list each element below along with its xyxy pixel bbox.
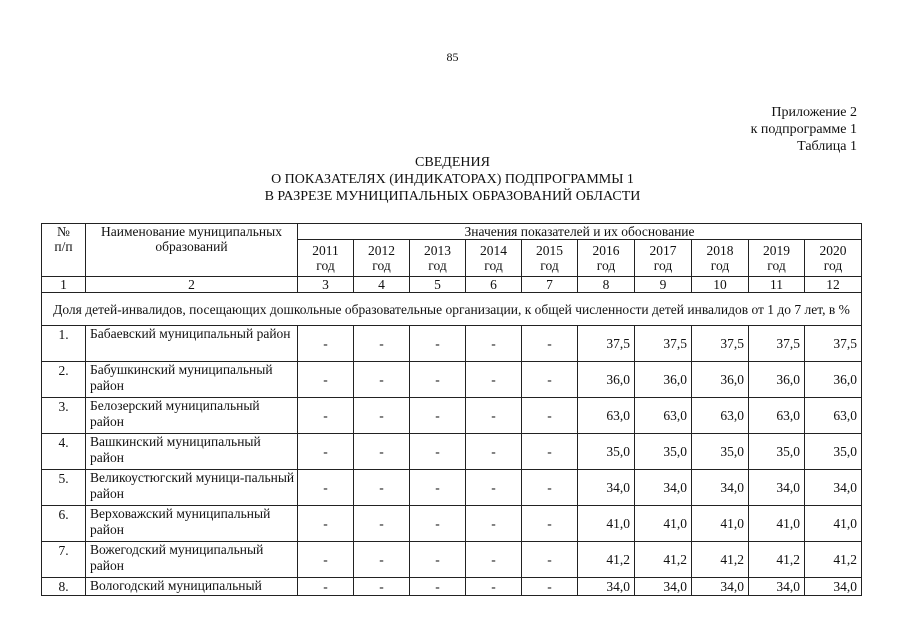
table-row xyxy=(42,578,862,596)
value-cell-2016: 37,5 xyxy=(578,326,635,362)
header-year-value: 2015 xyxy=(536,243,563,258)
header-year-value: 2013 xyxy=(424,243,451,258)
table-row xyxy=(42,542,862,578)
row-number: 8. xyxy=(42,578,86,596)
municipality-name: Белозерский муниципальный район xyxy=(86,398,298,434)
appendix-note xyxy=(751,104,857,155)
value-cell-2012: - xyxy=(354,470,410,506)
value-cell-2017: 34,0 xyxy=(635,470,692,506)
municipality-name: Бабушкинский муниципальный район xyxy=(86,362,298,398)
value-cell-2015: - xyxy=(522,506,578,542)
value-cell-2013: - xyxy=(410,470,466,506)
header-number-line-1: № xyxy=(57,224,70,239)
column-number-cell: 3 xyxy=(298,277,354,293)
value-cell-2013: - xyxy=(410,542,466,578)
value-cell-2015: - xyxy=(522,362,578,398)
value-cell-2020: 36,0 xyxy=(805,362,862,398)
row-number: 6. xyxy=(42,506,86,542)
value-cell-2016: 34,0 xyxy=(578,578,635,596)
header-number-line-2: п/п xyxy=(54,239,73,254)
column-number-cell: 11 xyxy=(749,277,805,293)
municipality-name: Верховажский муниципальный район xyxy=(86,506,298,542)
value-cell-2018: 41,0 xyxy=(692,506,749,542)
value-cell-2019: 34,0 xyxy=(749,578,805,596)
value-cell-2020: 41,0 xyxy=(805,506,862,542)
header-year-2013 xyxy=(410,240,466,277)
header-year-2019 xyxy=(749,240,805,277)
column-number-cell: 7 xyxy=(522,277,578,293)
value-cell-2019: 41,2 xyxy=(749,542,805,578)
column-number-cell: 9 xyxy=(635,277,692,293)
value-cell-2018: 35,0 xyxy=(692,434,749,470)
title-line-3: В РАЗРЕЗЕ МУНИЦИПАЛЬНЫХ ОБРАЗОВАНИЙ ОБЛАСТИ xyxy=(264,189,641,204)
column-number-cell: 4 xyxy=(354,277,410,293)
table-body xyxy=(42,224,862,596)
value-cell-2014: - xyxy=(466,470,522,506)
value-cell-2015: - xyxy=(522,470,578,506)
value-cell-2017: 41,0 xyxy=(635,506,692,542)
header-year-2014 xyxy=(466,240,522,277)
value-cell-2020: 34,0 xyxy=(805,470,862,506)
section-row xyxy=(42,293,862,326)
header-year-2015 xyxy=(522,240,578,277)
municipality-name: Вологодский муниципальный xyxy=(86,578,298,596)
header-year-suffix: год xyxy=(823,258,843,273)
value-cell-2012: - xyxy=(354,362,410,398)
column-number-cell: 2 xyxy=(86,277,298,293)
header-row-1 xyxy=(42,224,862,240)
column-number-cell: 5 xyxy=(410,277,466,293)
value-cell-2012: - xyxy=(354,506,410,542)
value-cell-2018: 34,0 xyxy=(692,470,749,506)
header-year-suffix: год xyxy=(484,258,503,273)
column-number-cell: 12 xyxy=(805,277,862,293)
value-cell-2012: - xyxy=(354,398,410,434)
value-cell-2015: - xyxy=(522,542,578,578)
value-cell-2011: - xyxy=(298,578,354,596)
value-cell-2018: 63,0 xyxy=(692,398,749,434)
value-cell-2011: - xyxy=(298,542,354,578)
appendix-line-1: Приложение 2 xyxy=(771,105,857,120)
header-year-suffix: год xyxy=(316,258,335,273)
value-cell-2020: 63,0 xyxy=(805,398,862,434)
indicators-table xyxy=(41,223,862,596)
municipality-name: Вашкинский муниципальный район xyxy=(86,434,298,470)
value-cell-2020: 41,2 xyxy=(805,542,862,578)
row-number: 2. xyxy=(42,362,86,398)
column-number-cell: 8 xyxy=(578,277,635,293)
value-cell-2016: 41,2 xyxy=(578,542,635,578)
value-cell-2014: - xyxy=(466,326,522,362)
header-year-value: 2016 xyxy=(592,243,620,258)
row-number: 1. xyxy=(42,326,86,362)
value-cell-2014: - xyxy=(466,398,522,434)
value-cell-2018: 37,5 xyxy=(692,326,749,362)
value-cell-2011: - xyxy=(298,506,354,542)
value-cell-2016: 63,0 xyxy=(578,398,635,434)
header-year-value: 2017 xyxy=(649,243,677,258)
row-number: 4. xyxy=(42,434,86,470)
appendix-line-2: к подпрограмме 1 xyxy=(750,122,857,137)
value-cell-2016: 35,0 xyxy=(578,434,635,470)
header-year-value: 2011 xyxy=(312,243,339,258)
header-year-value: 2018 xyxy=(706,243,734,258)
row-number: 3. xyxy=(42,398,86,434)
page-number: 85 xyxy=(446,50,459,64)
document-title xyxy=(0,154,905,205)
table-row xyxy=(42,362,862,398)
title-line-2: О ПОКАЗАТЕЛЯХ (ИНДИКАТОРАХ) ПОДПРОГРАММЫ 1 xyxy=(271,172,634,187)
value-cell-2014: - xyxy=(466,362,522,398)
value-cell-2016: 34,0 xyxy=(578,470,635,506)
value-cell-2011: - xyxy=(298,326,354,362)
value-cell-2016: 41,0 xyxy=(578,506,635,542)
value-cell-2019: 36,0 xyxy=(749,362,805,398)
header-year-suffix: год xyxy=(596,258,616,273)
header-year-value: 2014 xyxy=(480,243,507,258)
title-line-1: СВЕДЕНИЯ xyxy=(415,155,490,170)
value-cell-2015: - xyxy=(522,578,578,596)
value-cell-2020: 37,5 xyxy=(805,326,862,362)
value-cell-2011: - xyxy=(298,470,354,506)
column-number-cell: 6 xyxy=(466,277,522,293)
value-cell-2017: 41,2 xyxy=(635,542,692,578)
column-number-cell: 10 xyxy=(692,277,749,293)
value-cell-2013: - xyxy=(410,578,466,596)
value-cell-2019: 63,0 xyxy=(749,398,805,434)
value-cell-2011: - xyxy=(298,398,354,434)
value-cell-2017: 34,0 xyxy=(635,578,692,596)
header-year-2011 xyxy=(298,240,354,277)
value-cell-2017: 37,5 xyxy=(635,326,692,362)
table-row xyxy=(42,398,862,434)
value-cell-2019: 41,0 xyxy=(749,506,805,542)
header-number-cell xyxy=(42,224,86,277)
value-cell-2016: 36,0 xyxy=(578,362,635,398)
section-title: Доля детей-инвалидов, посещающих дошкольные образовательные организации, к общей численности детей инвалидов от 1 до 7 лет, в % xyxy=(42,293,862,326)
value-cell-2013: - xyxy=(410,362,466,398)
header-year-2016 xyxy=(578,240,635,277)
municipality-name: Великоустюгский муници-пальный район xyxy=(86,470,298,506)
header-year-2012 xyxy=(354,240,410,277)
header-year-value: 2020 xyxy=(819,243,847,258)
value-cell-2015: - xyxy=(522,326,578,362)
header-year-value: 2012 xyxy=(368,243,395,258)
column-number-row xyxy=(42,277,862,293)
table-row xyxy=(42,434,862,470)
value-cell-2013: - xyxy=(410,434,466,470)
value-cell-2018: 34,0 xyxy=(692,578,749,596)
value-cell-2014: - xyxy=(466,506,522,542)
header-year-suffix: год xyxy=(767,258,786,273)
value-cell-2014: - xyxy=(466,542,522,578)
value-cell-2012: - xyxy=(354,326,410,362)
value-cell-2019: 37,5 xyxy=(749,326,805,362)
header-values-group: Значения показателей и их обоснование xyxy=(298,224,862,240)
value-cell-2013: - xyxy=(410,326,466,362)
value-cell-2014: - xyxy=(466,578,522,596)
value-cell-2015: - xyxy=(522,398,578,434)
header-year-2020 xyxy=(805,240,862,277)
value-cell-2018: 36,0 xyxy=(692,362,749,398)
value-cell-2012: - xyxy=(354,434,410,470)
header-year-suffix: год xyxy=(540,258,559,273)
value-cell-2013: - xyxy=(410,398,466,434)
value-cell-2019: 35,0 xyxy=(749,434,805,470)
value-cell-2015: - xyxy=(522,434,578,470)
header-year-value: 2019 xyxy=(763,243,790,258)
municipality-name: Бабаевский муниципальный район xyxy=(86,326,298,362)
header-year-suffix: год xyxy=(428,258,447,273)
value-cell-2020: 35,0 xyxy=(805,434,862,470)
header-year-suffix: год xyxy=(372,258,391,273)
header-year-2017 xyxy=(635,240,692,277)
value-cell-2017: 35,0 xyxy=(635,434,692,470)
municipality-name: Вожегодский муниципальный район xyxy=(86,542,298,578)
appendix-line-3: Таблица 1 xyxy=(797,139,857,154)
value-cell-2017: 63,0 xyxy=(635,398,692,434)
value-cell-2012: - xyxy=(354,542,410,578)
value-cell-2019: 34,0 xyxy=(749,470,805,506)
table-row xyxy=(42,506,862,542)
value-cell-2012: - xyxy=(354,578,410,596)
value-cell-2017: 36,0 xyxy=(635,362,692,398)
value-cell-2013: - xyxy=(410,506,466,542)
header-name-cell: Наименование муниципальных образований xyxy=(86,224,298,277)
value-cell-2014: - xyxy=(466,434,522,470)
value-cell-2020: 34,0 xyxy=(805,578,862,596)
value-cell-2011: - xyxy=(298,362,354,398)
table-row xyxy=(42,470,862,506)
header-year-suffix: год xyxy=(653,258,673,273)
header-year-suffix: год xyxy=(710,258,730,273)
header-year-2018 xyxy=(692,240,749,277)
value-cell-2011: - xyxy=(298,434,354,470)
value-cell-2018: 41,2 xyxy=(692,542,749,578)
table-row xyxy=(42,326,862,362)
row-number: 5. xyxy=(42,470,86,506)
row-number: 7. xyxy=(42,542,86,578)
column-number-cell: 1 xyxy=(42,277,86,293)
